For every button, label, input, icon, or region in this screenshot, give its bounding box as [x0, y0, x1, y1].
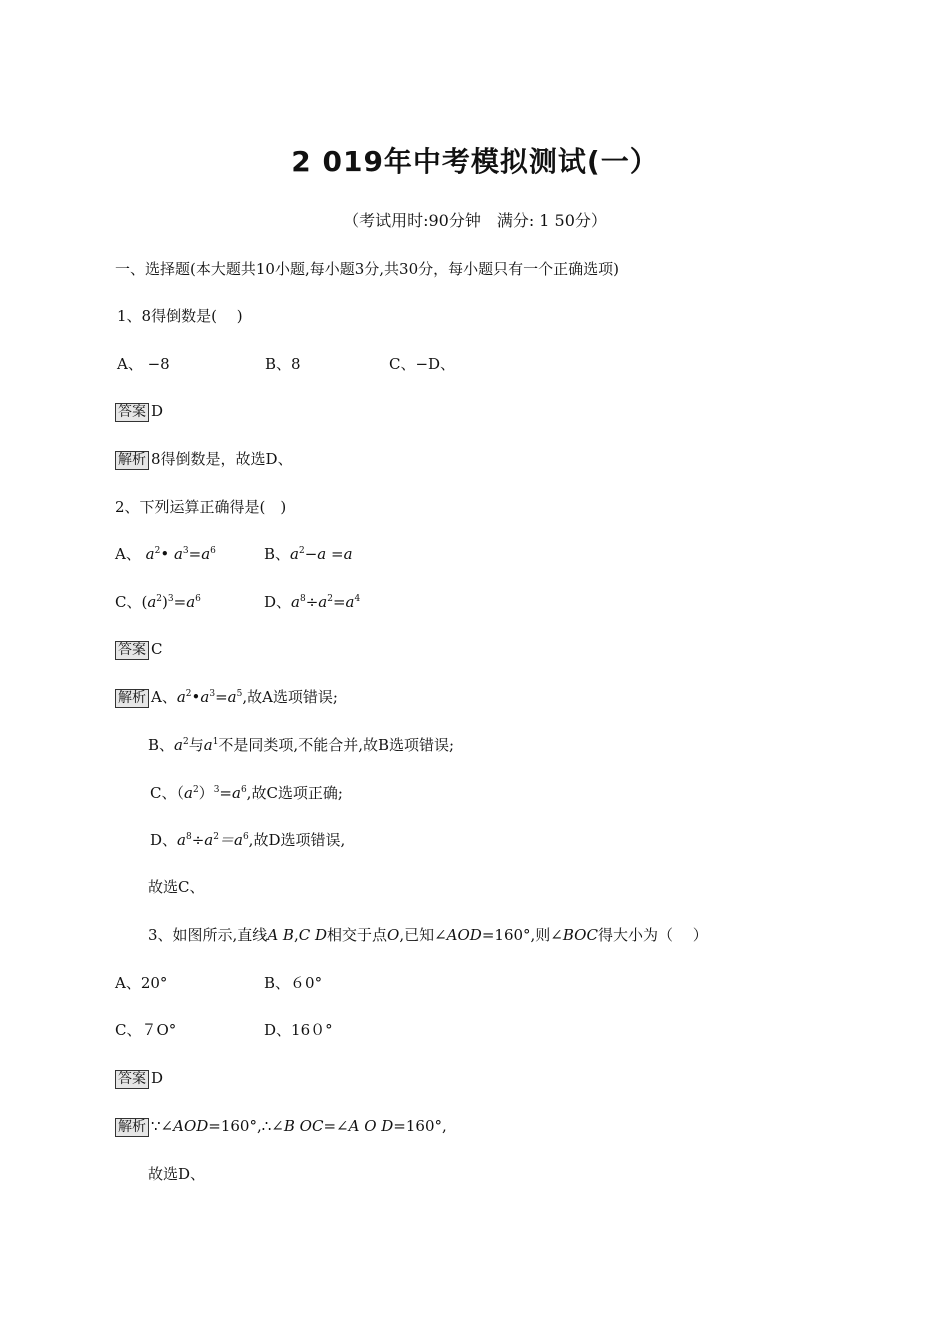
q2-option-b: B、$a^2-a =a$: [264, 545, 353, 563]
page-title: 2 019年中考模拟测试(一）: [291, 145, 659, 178]
q3-option-d: D、16０°: [264, 1021, 333, 1039]
q2-analysis-b: B、$a^2$与$a^1$不是同类项,不能合并,故B选项错误;: [148, 736, 455, 754]
q3-analysis: 解析 ∵∠AOD=160°,∴∠B OC=∠A O D=160°,: [115, 1116, 447, 1137]
q2-conclusion: 故选C、: [148, 878, 205, 896]
q3-answer-value: D: [151, 1069, 164, 1087]
q2-analysis-d: D、$a^8\div a^2=a^6$,故D选项错误,: [150, 831, 346, 849]
q1-option-b: B、8: [265, 355, 301, 373]
answer-tag: 答案: [115, 1070, 149, 1089]
q1-analysis: [115, 449, 293, 470]
q3-options-cd: [115, 1020, 615, 1040]
q1-answer-value: D: [151, 402, 164, 420]
q2-option-d: D、$a^8\div a^2=a^4$: [264, 593, 361, 611]
q1-option-c: C、−: [389, 355, 429, 373]
analysis-tag: 解析: [115, 451, 149, 470]
answer-tag: 答案: [115, 403, 149, 422]
q1-option-a: A、 −8: [117, 355, 170, 373]
q3-conclusion: 故选D、: [148, 1165, 206, 1183]
q1-analysis-text: 8得倒数是，故选D、: [151, 450, 293, 468]
q2-analysis-c: C、$(a^2)^3=a^6$,故C选项正确;: [150, 784, 343, 802]
q1-stem: 1、8得倒数是( ): [117, 307, 243, 325]
section-heading: 一、选择题(本大题共10小题,每小题3分,共30分，每小题只有一个正确选项): [115, 260, 619, 278]
q2-stem: 2、下列运算正确得是( ): [115, 498, 287, 516]
analysis-tag: 解析: [115, 689, 149, 708]
q2-option-a: A、 $a^2•$ $a^3=a^6$: [115, 545, 216, 563]
q2-analysis-a: 解析 A、$a^2•a^3=a^5$,故A选项错误;: [115, 687, 338, 708]
analysis-tag: 解析: [115, 1118, 149, 1137]
page-subtitle: （考试用时:90分钟 满分: 1 50分）: [343, 211, 607, 230]
q3-options-ab: [115, 973, 615, 993]
answer-tag: 答案: [115, 641, 149, 660]
q3-answer: [115, 1068, 163, 1089]
q3-option-a: A、20°: [115, 974, 168, 992]
q2-option-c: C、$(a^2)^3=a^6$: [115, 593, 201, 611]
q2-options-cd: [115, 592, 615, 614]
q2-options-ab: [115, 544, 615, 566]
q2-answer: [115, 639, 162, 660]
q2-answer-value: C: [151, 640, 163, 658]
q3-option-c: C、７O°: [115, 1021, 177, 1039]
q1-option-d: D、: [428, 355, 456, 373]
q3-stem: 3、如图所示,直线A B,C D相交于点O,已知∠AOD=160°,则∠BOC得大小为（ ）: [148, 926, 708, 944]
q1-options: [117, 354, 617, 374]
q3-option-b: B、６0°: [264, 974, 323, 992]
q1-answer: [115, 401, 163, 422]
